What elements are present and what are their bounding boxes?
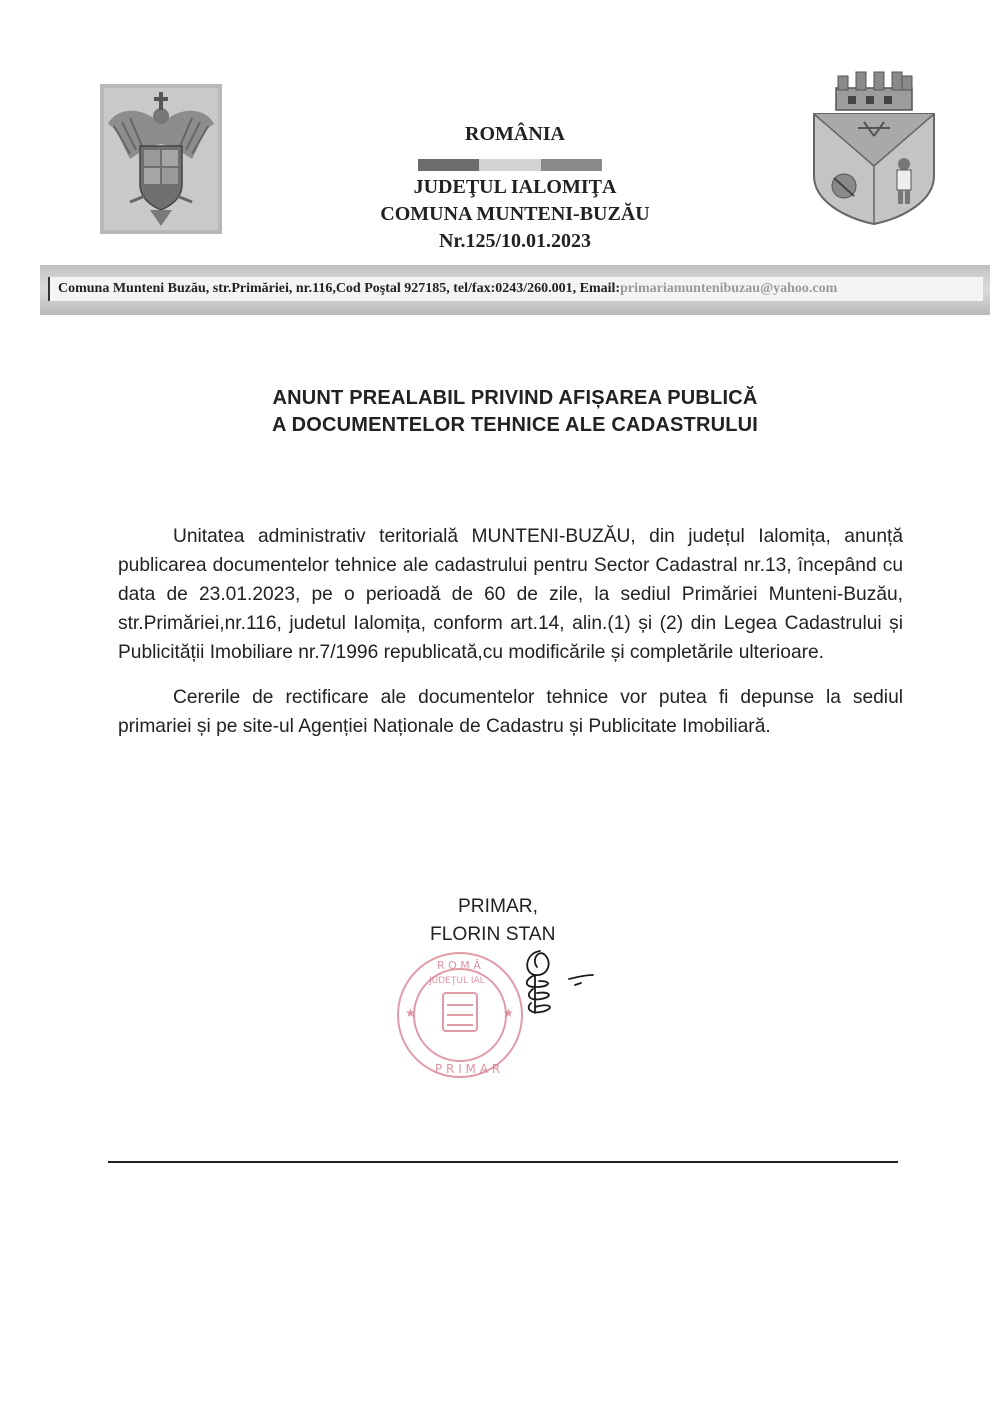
announcement-paragraph-1: Unitatea administrativ teritorială MUNTENI-BUZĂU, din județul Ialomița, anunță publicarea documentelor tehnice ale cadastrului pentru Sector Cadastral nr.13, începând cu data de 23.01.2023, pe o perioadă de 60 de zile, la sediul Primăriei Munteni-Buzău, str.Primăriei,nr.116, judetul Ialomița, conform art.14, alin.(1) și (2) din Legea Cadastrului și Publicității Imobiliare nr.7/1996 republicată,cu modificările și completările ulterioare. bbox=[118, 526, 903, 663]
commune-coat-of-arms-icon bbox=[808, 66, 940, 226]
contact-address: Comuna Munteni Buzău, str.Primăriei, nr.116,Cod Poştal 927185, tel/fax:0243/260.001, Email: bbox=[58, 281, 621, 296]
contact-line bbox=[48, 277, 983, 301]
signatory-name: FLORIN STAN bbox=[430, 924, 556, 945]
svg-text:★: ★ bbox=[503, 1006, 514, 1020]
country-heading: ROMÂNIA bbox=[465, 123, 565, 145]
handwritten-signature-icon bbox=[495, 945, 615, 1025]
announcement-paragraph-2: Cererile de rectificare ale documentelor tehnice vor putea fi depunse la sediul primariei și pe site-ul Agenției Naționale de Cadastru și Publicitate Imobiliară. bbox=[118, 687, 903, 737]
contact-email-link[interactable]: primariamuntenibuzau@yahoo.com bbox=[620, 281, 838, 296]
announcement-title-line1: ANUNT PREALABIL PRIVIND AFIȘAREA PUBLICĂ bbox=[272, 387, 758, 409]
svg-text:★: ★ bbox=[405, 1006, 416, 1020]
svg-text:JUDEŢUL IAL: JUDEŢUL IAL bbox=[429, 976, 485, 986]
romania-coat-of-arms-icon bbox=[100, 84, 222, 234]
signatory-title: PRIMAR, bbox=[458, 896, 538, 917]
svg-text:R O M Â: R O M Â bbox=[437, 959, 481, 972]
county-heading: JUDEŢUL IALOMIŢA bbox=[413, 176, 617, 198]
svg-text:P R I M A R: P R I M A R bbox=[435, 1062, 501, 1076]
flag-tricolor-bar bbox=[418, 159, 602, 171]
footer-divider bbox=[108, 1161, 898, 1163]
commune-heading: COMUNA MUNTENI-BUZĂU bbox=[380, 203, 650, 225]
announcement-title-line2: A DOCUMENTELOR TEHNICE ALE CADASTRULUI bbox=[271, 414, 759, 436]
registration-number: Nr.125/10.01.2023 bbox=[438, 230, 592, 252]
